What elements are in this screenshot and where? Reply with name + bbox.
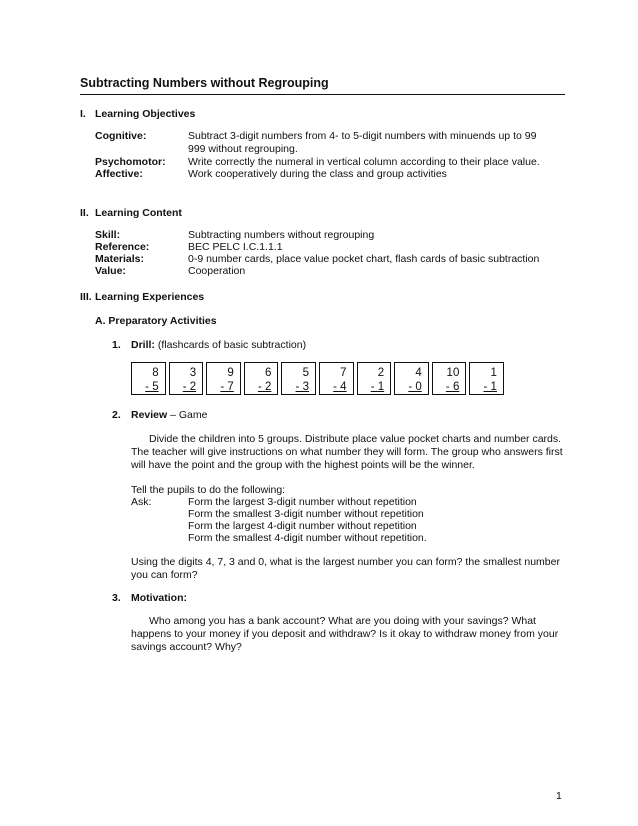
flashcard-minuend: 1 — [490, 367, 497, 379]
affective-label: Affective: — [95, 168, 143, 180]
flashcard-subtrahend: - 0 — [408, 381, 422, 393]
value-label: Value: — [95, 265, 126, 277]
ask-item: Form the largest 4-digit number without repetition — [188, 520, 417, 532]
cognitive-value-line1: Subtract 3-digit numbers from 4- to 5-digit numbers with minuends up to 99 — [188, 130, 537, 142]
section-1-title: Learning Objectives — [95, 108, 196, 120]
flashcard-subtrahend: - 2 — [182, 381, 197, 393]
ask-item: Form the smallest 3-digit number without repetition — [188, 508, 424, 520]
flashcard-subtrahend: - 1 — [370, 381, 385, 393]
section-1-number: I. — [80, 108, 86, 120]
flashcard-subtrahend: - 6 — [445, 381, 460, 393]
psychomotor-value: Write correctly the numeral in vertical column according to their place value. — [188, 156, 540, 168]
flashcard-minuend: 5 — [302, 367, 309, 379]
reference-label: Reference: — [95, 241, 150, 253]
ask-label: Ask: — [131, 496, 152, 508]
review-paragraph: Divide the children into 5 groups. Distribute place value pocket charts and number cards. The teacher will give instructions on what number they will form. The group who answers first will have the point and the group with the highest points will be the winner. — [131, 433, 563, 471]
flashcard-subtrahend: - 4 — [333, 381, 347, 393]
flashcard-minuend: 9 — [227, 367, 234, 379]
section-2-number: II. — [80, 207, 89, 219]
review-suffix: – Game — [167, 409, 208, 421]
flashcard-minuend: 8 — [152, 367, 159, 379]
flashcard-subtrahend: - 5 — [145, 381, 159, 393]
drill-number: 1. — [112, 339, 121, 351]
flashcard-subtrahend: - 3 — [295, 381, 309, 393]
drill-text: (flashcards of basic subtraction) — [157, 339, 307, 351]
section-3-number: III. — [80, 291, 92, 303]
tell-line: Tell the pupils to do the following: — [131, 484, 286, 496]
flashcard-minuend: 7 — [340, 367, 347, 379]
flashcard — [281, 362, 316, 395]
materials-label: Materials: — [95, 253, 145, 265]
materials-value: 0-9 number cards, place value pocket chart, flash cards of basic subtraction — [188, 253, 540, 265]
flashcard — [469, 362, 504, 395]
flashcard — [244, 362, 279, 395]
value-value: Cooperation — [188, 265, 246, 277]
ask-item: Form the largest 3-digit number without repetition — [188, 496, 417, 508]
cognitive-label: Cognitive: — [95, 130, 147, 142]
review-number: 2. — [112, 409, 121, 421]
affective-value: Work cooperatively during the class and group activities — [188, 168, 447, 180]
flashcard-minuend: 6 — [264, 367, 272, 379]
motivation-label: Motivation: — [131, 592, 187, 604]
flashcard — [394, 362, 429, 395]
digits-paragraph: Using the digits 4, 7, 3 and 0, what is the largest number you can form? the smallest number you can form? — [131, 556, 560, 581]
flashcard-subtrahend: - 2 — [257, 381, 272, 393]
reference-value: BEC PELC I.C.1.1.1 — [188, 241, 283, 253]
review-label: Review — [131, 409, 168, 421]
flashcard — [319, 362, 354, 395]
flashcard-minuend: 2 — [377, 367, 385, 379]
flashcard-minuend: 4 — [415, 367, 422, 379]
flashcard-row — [131, 362, 504, 395]
drill-line — [131, 339, 306, 351]
ask-item: Form the smallest 4-digit number without repetition. — [188, 532, 427, 544]
psychomotor-label: Psychomotor: — [95, 156, 166, 168]
flashcard-minuend: 3 — [189, 367, 197, 379]
section-3-title: Learning Experiences — [95, 291, 205, 303]
section-2-title: Learning Content — [95, 207, 182, 219]
flashcard — [432, 362, 467, 395]
review-line — [131, 409, 207, 421]
skill-label: Skill: — [95, 229, 121, 241]
flashcard — [169, 362, 204, 395]
flashcard-minuend: 10 — [446, 367, 460, 379]
flashcard — [357, 362, 392, 395]
motivation-paragraph: Who among you has a bank account? What are you doing with your savings? What happens to your money if you deposit and withdraw? Is it okay to withdraw money from your savings account? Why? — [131, 615, 559, 653]
page-number: 1 — [556, 790, 562, 802]
skill-value: Subtracting numbers without regrouping — [188, 229, 375, 241]
title-underline — [80, 94, 565, 95]
document-title: Subtracting Numbers without Regrouping — [80, 76, 329, 90]
drill-label: Drill: — [131, 339, 155, 351]
flashcard-subtrahend: - 1 — [483, 381, 497, 393]
motivation-number: 3. — [112, 592, 121, 604]
flashcard-subtrahend: - 7 — [220, 381, 234, 393]
flashcard — [206, 362, 241, 395]
flashcard — [131, 362, 166, 395]
cognitive-value-line2: 999 without regrouping. — [188, 143, 298, 155]
subsection-a-title: A. Preparatory Activities — [95, 315, 217, 327]
